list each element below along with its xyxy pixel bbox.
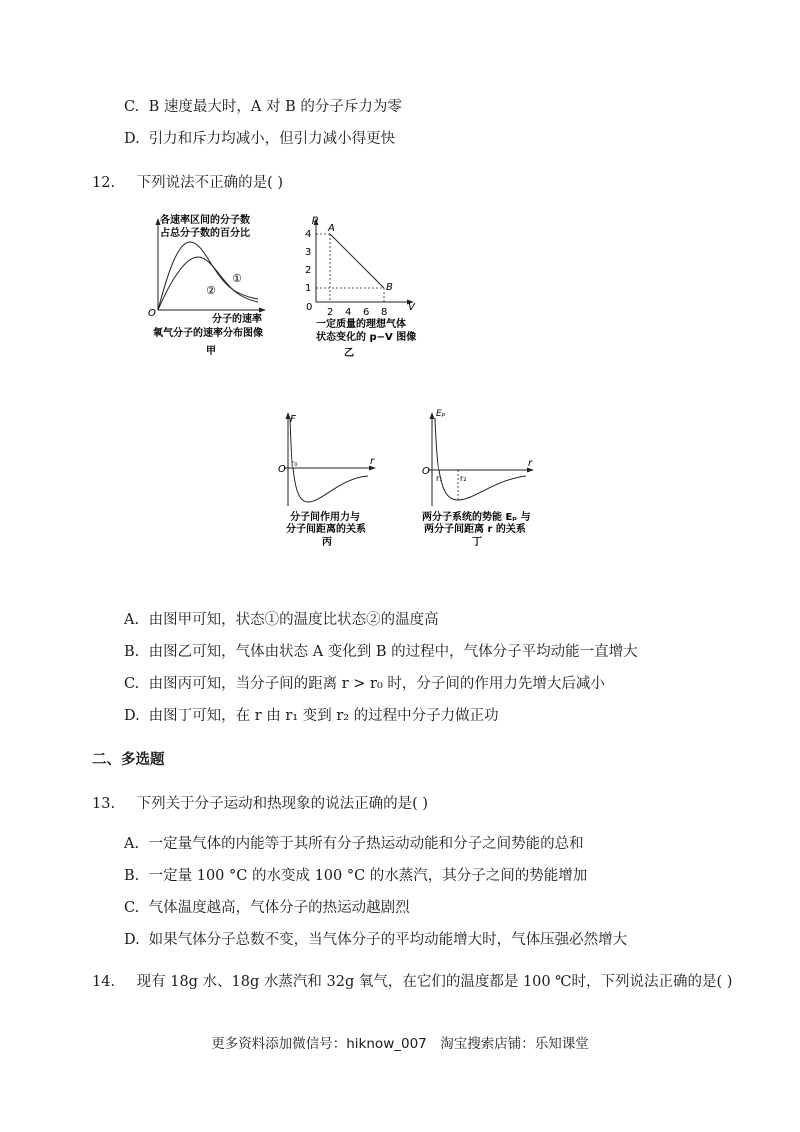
q12-stem [92,173,283,193]
section-heading: 二、多选题 [92,751,165,768]
option-text: 气体温度越高，气体分子的热运动越剧烈 [148,900,410,916]
jia-x-arrow [259,308,266,313]
jia-origin: O [148,308,156,319]
yi-caption-1: 一定质量的理想气体 [316,319,406,330]
bing-r0: r₀ [291,459,298,468]
jia-curve-1-label: ① [232,272,242,285]
option-label: C. [124,900,140,916]
option-text: 由图丙可知，当分子间的距离 r > r₀ 时，分子间的作用力先增大后减小 [148,676,605,692]
q13-stem [92,794,428,814]
ding-r2: r₂ [460,474,467,483]
question-number: 13. [92,796,116,812]
option-label: D. [124,131,140,147]
yi-caption-2: 状态变化的 p−V 图像 [316,332,417,343]
q12-option-d [124,706,499,726]
q12-option-a [124,610,439,630]
jia-curve-1 [158,242,258,310]
yi-origin: 0 [306,302,313,313]
yi-xtick: 2 [327,307,334,318]
ding-caption-1: 两分子系统的势能 Eₚ 与 [422,512,531,523]
option-text: 一定量 100 °C 的水变成 100 °C 的水蒸汽，其分子之间的势能增加 [148,868,588,884]
yi-point-b: B [386,282,393,293]
question-stem: 现有 18g 水、18g 水蒸汽和 32g 氧气，在它们的温度都是 100 ℃时，下列说法正确的是( ) [136,974,733,990]
q13-option-d [124,930,627,950]
jia-ylabel-2: 占总分子数的百分比 [160,228,250,239]
q12-option-b [124,642,638,662]
figure-ding [418,406,542,548]
q11-option-c [124,97,402,117]
q13-option-b [124,866,587,886]
bing-name: 丙 [322,537,332,548]
page-footer: 更多资料添加微信号：hiknow_007 淘宝搜索店铺：乐知课堂 [211,1036,589,1052]
jia-name: 甲 [206,346,216,357]
option-text: 一定量气体的内能等于其所有分子热运动动能和分子之间势能的总和 [148,836,584,852]
ding-axis-ep: Eₚ [436,409,446,419]
question-number: 12. [92,175,116,191]
bing-force-curve [290,418,368,502]
option-label: C. [124,676,140,692]
option-label: A. [124,836,140,852]
q11-option-d [124,129,395,149]
figure-bing [270,406,390,548]
yi-axis-v: V [408,302,415,313]
option-label: A. [124,612,140,628]
ding-energy-curve [435,418,526,500]
ding-origin: O [422,466,430,477]
jia-caption: 氧气分子的速率分布图像 [153,328,263,339]
q13-option-c [124,898,410,918]
ding-caption-2: 两分子间距离 r 的关系 [424,524,526,535]
bing-origin: O [278,464,286,475]
q13-option-a [124,834,584,854]
option-text: 由图乙可知，气体由状态 A 变化到 B 的过程中，气体分子平均动能一直增大 [148,644,638,660]
option-text: 由图丁可知，在 r 由 r₁ 变到 r₂ 的过程中分子力做正功 [148,708,499,724]
option-text: B 速度最大时，A 对 B 的分子斥力为零 [148,99,402,115]
jia-curve-2-label: ② [206,284,216,297]
yi-y-ticks [305,229,311,294]
yi-point-a: A [328,223,335,234]
q12-option-c [124,674,605,694]
figure-yi [296,212,428,362]
yi-axis-p: p [312,214,319,225]
yi-xtick: 6 [363,307,370,318]
option-label: D. [124,708,140,724]
ding-axis-r: r [528,458,533,469]
yi-x-ticks [327,307,387,318]
ding-r1: r₁ [436,474,443,483]
option-label: D. [124,932,140,948]
yi-xtick: 4 [345,307,352,318]
yi-name: 乙 [344,348,354,359]
option-text: 如果气体分子总数不变，当气体分子的平均动能增大时，气体压强必然增大 [148,932,628,948]
option-label: C. [124,99,140,115]
jia-ylabel-1: 各速率区间的分子数 [160,215,250,226]
bing-caption-2: 分子间距离的关系 [286,524,366,535]
yi-xtick: 8 [381,307,388,318]
question-stem: 下列说法不正确的是( ) [136,175,284,191]
q14-stem [92,972,732,992]
figure-jia [140,212,280,360]
ding-name: 丁 [472,537,482,548]
option-label: B. [124,868,140,884]
bing-caption-1: 分子间作用力与 [290,512,360,523]
bing-axis-f: F [290,414,296,425]
option-label: B. [124,644,140,660]
ding-y-arrow [430,412,435,419]
question-number: 14. [92,974,116,990]
yi-ytick: 2 [305,265,312,276]
option-text: 由图甲可知，状态①的温度比状态②的温度高 [148,612,439,628]
yi-process-line [330,234,384,288]
yi-ytick: 1 [305,283,312,294]
bing-axis-r: r [370,456,375,467]
option-text: 引力和斥力均减小，但引力减小得更快 [148,131,396,147]
jia-xlabel: 分子的速率 [212,314,262,325]
yi-ytick: 3 [305,247,312,258]
question-stem: 下列关于分子运动和热现象的说法正确的是( ) [136,796,429,812]
yi-ytick: 4 [305,229,312,240]
